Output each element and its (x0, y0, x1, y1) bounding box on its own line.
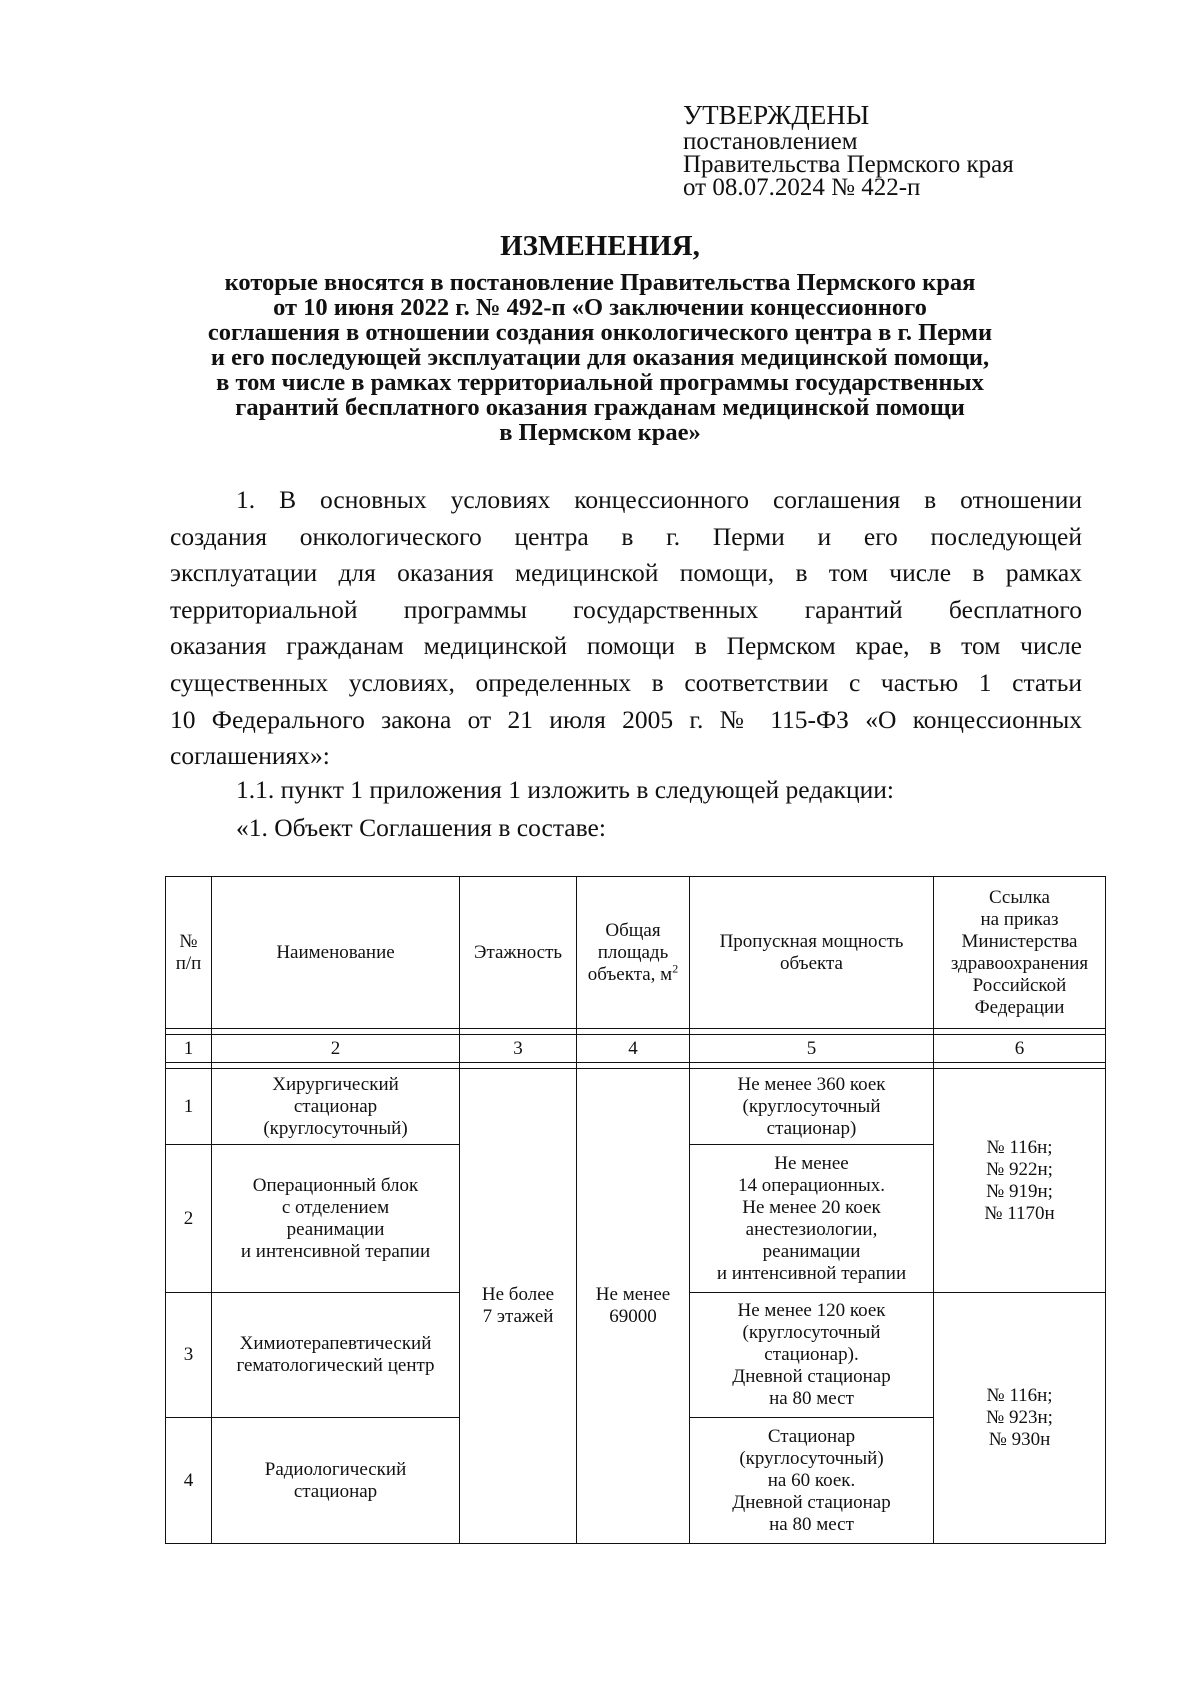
row-num: 4 (166, 1418, 212, 1544)
row-num: 1 (166, 1069, 212, 1145)
row-name: Хирургический стационар (круглосуточный) (212, 1069, 460, 1145)
column-number: 4 (577, 1035, 690, 1063)
table-header-row (166, 877, 1106, 1029)
row-num: 2 (166, 1145, 212, 1293)
paragraph-line: 1. В основных условиях концессионного соглашения в отношении (236, 485, 1082, 514)
paragraph-line: территориальной программы государственных гарантий бесплатного (170, 594, 1082, 624)
header-name: Наименование (212, 877, 460, 1029)
paragraph-1 (170, 482, 1082, 775)
paragraph-line: 10 Федерального закона от 21 июля 2005 г. № 115-ФЗ «О концессионных (170, 704, 1082, 734)
quote-start: «1. Объект Соглашения в составе: (236, 813, 606, 842)
subtitle-line: в том числе в рамках территориальной программы государственных (216, 369, 984, 396)
subtitle-line: которые вносятся в постановление Правительства Пермского края (224, 269, 976, 296)
paragraph-line: создания онкологического центра в г. Перми и его последующей (170, 521, 1082, 551)
column-number: 5 (690, 1035, 934, 1063)
column-number-row (166, 1035, 1106, 1063)
row-capacity: Не менее 360 коек (круглосуточный стационар) (690, 1069, 934, 1145)
document-title: ИЗМЕНЕНИЯ, (500, 230, 700, 262)
object-table (165, 876, 1106, 1544)
area-unit-sup: 2 (672, 961, 679, 976)
approval-line: Правительства Пермского края (683, 151, 1014, 178)
subtitle-line: от 10 июня 2022 г. № 492-п «О заключении концессионного (273, 294, 927, 321)
row-capacity: Не менее 14 операционных. Не менее 20 коек анестезиологии, реанимации и интенсивной терапии (690, 1145, 934, 1293)
document-subtitle (150, 270, 1050, 445)
row-capacity: Не менее 120 коек (круглосуточный стационар). Дневной стационар на 80 мест (690, 1293, 934, 1418)
header-capacity: Пропускная мощность объекта (690, 877, 934, 1029)
column-number: 1 (166, 1035, 212, 1063)
header-floors: Этажность (460, 877, 577, 1029)
header-ref: Ссылка на приказ Министерства здравоохранения Российской Федерации (934, 877, 1106, 1029)
row-name: Химиотерапевтический гематологический центр (212, 1293, 460, 1418)
item-1-1: 1.1. пункт 1 приложения 1 изложить в следующей редакции: (236, 775, 894, 804)
ref-cell-1: № 116н; № 922н; № 919н; № 1170н (934, 1069, 1106, 1293)
header-num: № п/п (166, 877, 212, 1029)
paragraph-line: оказания гражданам медицинской помощи в Пермском крае, в том числе (170, 631, 1082, 661)
row-name: Радиологический стационар (212, 1418, 460, 1544)
header-area: Общая площадь объекта, $м^2$ (577, 877, 690, 1029)
subtitle-line: в Пермском крае» (499, 419, 701, 446)
column-number: 2 (212, 1035, 460, 1063)
row-capacity: Стационар (круглосуточный) на 60 коек. Дневной стационар на 80 мест (690, 1418, 934, 1544)
subtitle-line: соглашения в отношении создания онкологического центра в г. Перми (207, 319, 993, 346)
paragraph-line: существенных условиях, определенных в соответствии с частью 1 статьи (170, 667, 1082, 697)
column-number: 6 (934, 1035, 1106, 1063)
ref-cell-2: № 116н; № 923н; № 930н (934, 1293, 1106, 1544)
paragraph-line: эксплуатации для оказания медицинской помощи, в том числе в рамках (170, 558, 1082, 588)
table-row (166, 1069, 1106, 1145)
subtitle-line: и его последующей эксплуатации для оказания медицинской помощи, (210, 344, 990, 371)
approval-line: от 08.07.2024 № 422-п (683, 174, 921, 201)
row-name: Операционный блок с отделением реанимации и интенсивной терапии (212, 1145, 460, 1293)
approval-line: постановлением (683, 128, 858, 155)
paragraph-line: соглашениях»: (170, 741, 330, 771)
column-number: 3 (460, 1035, 577, 1063)
approval-stamp (683, 100, 1014, 199)
area-cell: Не менее 69000 (577, 1069, 690, 1544)
approval-title: УТВЕРЖДЕНЫ (683, 100, 870, 130)
floors-cell: Не более 7 этажей (460, 1069, 577, 1544)
subtitle-line: гарантий бесплатного оказания гражданам медицинской помощи (235, 394, 965, 421)
row-num: 3 (166, 1293, 212, 1418)
